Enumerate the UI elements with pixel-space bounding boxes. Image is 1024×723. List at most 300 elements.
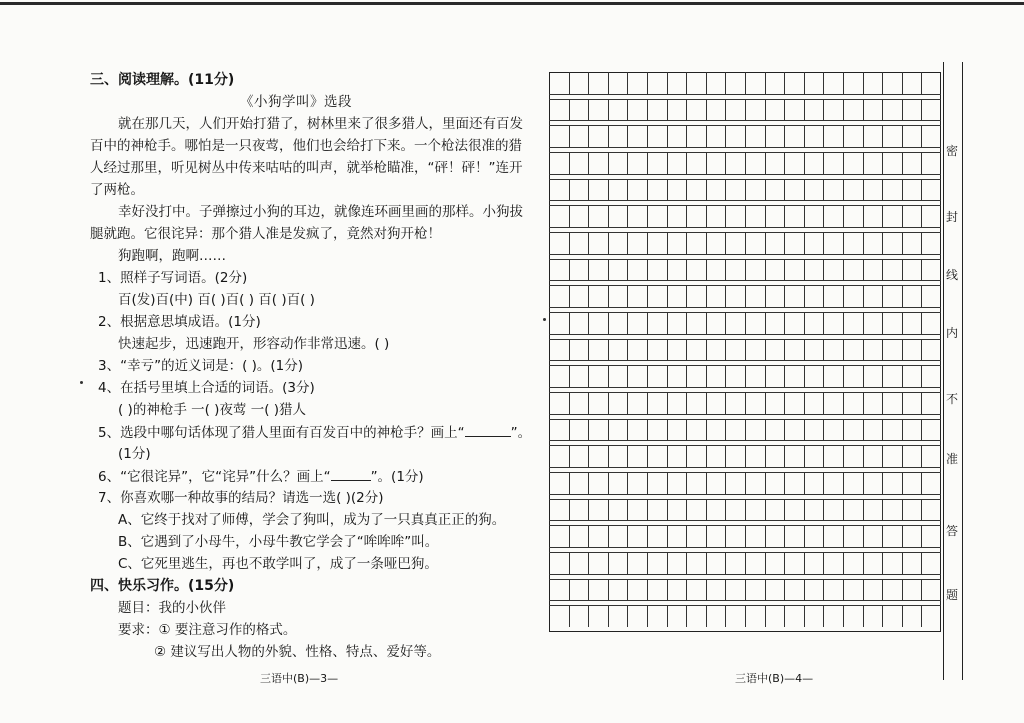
- grid-col-line: [804, 499, 805, 521]
- grid-col-line: [823, 392, 824, 414]
- grid-col-line: [588, 339, 589, 361]
- grid-col-line: [686, 72, 687, 94]
- grid-col-line: [745, 472, 746, 494]
- grid-col-line: [667, 152, 668, 174]
- grid-col-line: [843, 339, 844, 361]
- grid-col-line: [745, 365, 746, 387]
- grid-col-line: [863, 525, 864, 547]
- grid-col-line: [706, 72, 707, 94]
- grid-col-line: [823, 312, 824, 334]
- grid-col-line: [745, 605, 746, 627]
- grid-col-line: [784, 392, 785, 414]
- seal-char: 题: [946, 588, 959, 602]
- grid-col-line: [882, 499, 883, 521]
- scan-speck: [80, 381, 83, 384]
- seal-line-outer: [962, 62, 963, 680]
- grid-col-line: [784, 205, 785, 227]
- grid-col-line: [725, 72, 726, 94]
- grid-col-line: [706, 179, 707, 201]
- grid-col-line: [627, 285, 628, 307]
- grid-col-line: [804, 205, 805, 227]
- grid-col-line: [902, 285, 903, 307]
- grid-col-line: [765, 152, 766, 174]
- grid-col-line: [843, 152, 844, 174]
- grid-col-line: [843, 419, 844, 441]
- essay-topic: 题目：我的小伙伴: [118, 600, 226, 616]
- grid-col-line: [823, 232, 824, 254]
- grid-col-line: [706, 285, 707, 307]
- grid-col-line: [725, 312, 726, 334]
- grid-col-line: [784, 179, 785, 201]
- grid-col-line: [765, 179, 766, 201]
- grid-col-line: [804, 579, 805, 601]
- grid-col-line: [863, 579, 864, 601]
- grid-col-line: [902, 99, 903, 121]
- grid-col-line: [863, 445, 864, 467]
- grid-col-line: [823, 419, 824, 441]
- grid-col-line: [686, 472, 687, 494]
- grid-col-line: [627, 605, 628, 627]
- seal-char: 不: [946, 392, 959, 406]
- grid-col-line: [784, 232, 785, 254]
- grid-col-line: [627, 445, 628, 467]
- grid-col-line: [804, 472, 805, 494]
- grid-col-line: [745, 419, 746, 441]
- grid-col-line: [902, 312, 903, 334]
- grid-row-gap-line: [549, 387, 941, 388]
- essay-requirement-1: 要求：① 要注意习作的格式。: [118, 622, 297, 638]
- grid-col-line: [902, 232, 903, 254]
- grid-col-line: [882, 339, 883, 361]
- grid-col-line: [843, 552, 844, 574]
- grid-col-line: [784, 499, 785, 521]
- grid-col-line: [921, 579, 922, 601]
- grid-col-line: [823, 365, 824, 387]
- grid-col-line: [863, 419, 864, 441]
- grid-col-line: [706, 259, 707, 281]
- grid-col-line: [745, 99, 746, 121]
- grid-col-line: [765, 445, 766, 467]
- grid-row-gap-line: [549, 147, 941, 148]
- grid-col-line: [608, 72, 609, 94]
- grid-col-line: [843, 99, 844, 121]
- grid-col-line: [902, 179, 903, 201]
- grid-col-line: [588, 285, 589, 307]
- grid-row-gap-line: [549, 334, 941, 335]
- grid-col-line: [627, 499, 628, 521]
- grid-col-line: [725, 179, 726, 201]
- grid-col-line: [745, 152, 746, 174]
- grid-col-line: [725, 205, 726, 227]
- grid-col-line: [627, 579, 628, 601]
- grid-col-line: [843, 179, 844, 201]
- grid-col-line: [569, 125, 570, 147]
- grid-col-line: [882, 205, 883, 227]
- grid-col-line: [765, 499, 766, 521]
- grid-col-line: [667, 259, 668, 281]
- grid-col-line: [706, 152, 707, 174]
- grid-col-line: [608, 525, 609, 547]
- grid-col-line: [706, 579, 707, 601]
- section3-heading: 三、阅读理解。(11分): [90, 72, 235, 88]
- grid-col-line: [784, 472, 785, 494]
- grid-col-line: [843, 125, 844, 147]
- grid-col-line: [647, 472, 648, 494]
- grid-col-line: [725, 285, 726, 307]
- grid-col-line: [627, 205, 628, 227]
- grid-col-line: [784, 579, 785, 601]
- grid-col-line: [647, 205, 648, 227]
- grid-col-line: [686, 525, 687, 547]
- grid-col-line: [882, 285, 883, 307]
- grid-col-line: [608, 285, 609, 307]
- grid-col-line: [804, 525, 805, 547]
- grid-col-line: [627, 259, 628, 281]
- seal-char: 封: [946, 210, 959, 224]
- grid-col-line: [627, 72, 628, 94]
- grid-col-line: [686, 419, 687, 441]
- grid-col-line: [745, 259, 746, 281]
- grid-col-line: [843, 312, 844, 334]
- grid-row-gap-line: [549, 494, 941, 495]
- question-6: [98, 468, 424, 485]
- grid-col-line: [725, 419, 726, 441]
- grid-col-line: [686, 392, 687, 414]
- grid-col-line: [902, 365, 903, 387]
- grid-col-line: [647, 392, 648, 414]
- passage-line: 腿就跑。它很诧异：那个猎人准是发疯了，竟然对狗开枪！: [90, 226, 441, 242]
- question-5-end: ”。: [510, 425, 532, 441]
- grid-col-line: [823, 339, 824, 361]
- seal-char: 密: [946, 144, 959, 158]
- grid-row-gap-line: [549, 547, 941, 548]
- grid-col-line: [588, 232, 589, 254]
- grid-col-line: [667, 99, 668, 121]
- grid-col-line: [569, 72, 570, 94]
- grid-col-line: [823, 179, 824, 201]
- grid-col-line: [902, 152, 903, 174]
- grid-col-line: [882, 179, 883, 201]
- grid-row-gap-line: [549, 307, 941, 308]
- grid-col-line: [647, 579, 648, 601]
- question-7-option-a: A、它终于找对了师傅，学会了狗叫，成为了一只真真正正的狗。: [118, 512, 506, 528]
- grid-row-gap-line: [549, 174, 941, 175]
- question-5-blank: [465, 424, 511, 437]
- grid-col-line: [921, 525, 922, 547]
- question-3: 3、“幸亏”的近义词是：( )。(1分): [98, 358, 304, 374]
- grid-col-line: [823, 259, 824, 281]
- grid-col-line: [706, 99, 707, 121]
- grid-col-line: [627, 419, 628, 441]
- grid-col-line: [863, 72, 864, 94]
- grid-col-line: [784, 259, 785, 281]
- grid-col-line: [608, 579, 609, 601]
- grid-col-line: [647, 232, 648, 254]
- grid-col-line: [902, 419, 903, 441]
- grid-col-line: [902, 339, 903, 361]
- grid-col-line: [745, 125, 746, 147]
- grid-col-line: [608, 99, 609, 121]
- seal-line: [943, 62, 944, 680]
- grid-col-line: [725, 392, 726, 414]
- grid-col-line: [588, 72, 589, 94]
- grid-col-line: [745, 72, 746, 94]
- top-border-line: [0, 2, 1024, 5]
- grid-col-line: [725, 99, 726, 121]
- grid-col-line: [765, 419, 766, 441]
- grid-col-line: [627, 125, 628, 147]
- grid-col-line: [627, 552, 628, 574]
- grid-col-line: [882, 552, 883, 574]
- grid-col-line: [686, 179, 687, 201]
- grid-col-line: [725, 152, 726, 174]
- grid-col-line: [667, 205, 668, 227]
- passage-line: 就在那几天，人们开始打猎了，树林里来了很多猎人，里面还有百发: [118, 116, 523, 132]
- grid-col-line: [569, 259, 570, 281]
- grid-col-line: [706, 339, 707, 361]
- grid-col-line: [588, 365, 589, 387]
- grid-col-line: [588, 605, 589, 627]
- grid-col-line: [804, 552, 805, 574]
- grid-col-line: [784, 312, 785, 334]
- grid-col-line: [706, 125, 707, 147]
- passage-line: 百中的神枪手。哪怕是一只夜莺，他们也会给打下来。一个枪法很准的猎: [90, 138, 522, 154]
- grid-col-line: [882, 259, 883, 281]
- grid-col-line: [686, 552, 687, 574]
- grid-col-line: [804, 605, 805, 627]
- grid-col-line: [902, 72, 903, 94]
- grid-col-line: [647, 605, 648, 627]
- grid-col-line: [667, 339, 668, 361]
- grid-col-line: [745, 445, 746, 467]
- grid-col-line: [921, 312, 922, 334]
- grid-col-line: [882, 605, 883, 627]
- grid-row-gap-line: [549, 94, 941, 95]
- grid-col-line: [784, 445, 785, 467]
- grid-col-line: [588, 552, 589, 574]
- grid-col-line: [686, 152, 687, 174]
- grid-col-line: [843, 259, 844, 281]
- grid-col-line: [686, 605, 687, 627]
- grid-col-line: [863, 179, 864, 201]
- grid-col-line: [569, 525, 570, 547]
- grid-col-line: [902, 605, 903, 627]
- grid-col-line: [588, 125, 589, 147]
- grid-col-line: [706, 525, 707, 547]
- grid-col-line: [647, 285, 648, 307]
- grid-col-line: [784, 552, 785, 574]
- grid-col-line: [686, 579, 687, 601]
- grid-col-line: [647, 72, 648, 94]
- grid-col-line: [863, 125, 864, 147]
- grid-col-line: [921, 232, 922, 254]
- grid-col-line: [765, 259, 766, 281]
- grid-col-line: [667, 499, 668, 521]
- grid-col-line: [608, 125, 609, 147]
- grid-col-line: [902, 499, 903, 521]
- seal-char: 内: [946, 326, 959, 340]
- grid-col-line: [569, 472, 570, 494]
- grid-col-line: [843, 445, 844, 467]
- grid-col-line: [902, 125, 903, 147]
- grid-col-line: [706, 365, 707, 387]
- grid-col-line: [765, 72, 766, 94]
- grid-col-line: [725, 525, 726, 547]
- grid-col-line: [882, 99, 883, 121]
- grid-col-line: [608, 259, 609, 281]
- grid-col-line: [667, 445, 668, 467]
- grid-col-line: [921, 339, 922, 361]
- grid-col-line: [608, 152, 609, 174]
- grid-col-line: [706, 392, 707, 414]
- grid-col-line: [569, 605, 570, 627]
- grid-col-line: [725, 339, 726, 361]
- grid-col-line: [921, 259, 922, 281]
- grid-col-line: [804, 285, 805, 307]
- grid-col-line: [686, 339, 687, 361]
- grid-col-line: [667, 179, 668, 201]
- page-number-left: 三语中(B)—3—: [260, 672, 339, 685]
- question-6-end: ”。(1分): [370, 469, 424, 485]
- grid-col-line: [765, 99, 766, 121]
- grid-col-line: [569, 205, 570, 227]
- grid-col-line: [921, 419, 922, 441]
- grid-col-line: [627, 152, 628, 174]
- grid-col-line: [686, 445, 687, 467]
- grid-col-line: [823, 605, 824, 627]
- grid-col-line: [843, 525, 844, 547]
- grid-col-line: [725, 499, 726, 521]
- grid-col-line: [745, 552, 746, 574]
- question-5-score: (1分): [118, 446, 151, 462]
- grid-col-line: [902, 579, 903, 601]
- grid-col-line: [647, 125, 648, 147]
- question-1: 1、照样子写词语。(2分): [98, 270, 248, 286]
- grid-col-line: [863, 392, 864, 414]
- question-7-option-c: C、它死里逃生，再也不敢学叫了，成了一条哑巴狗。: [118, 556, 438, 572]
- grid-col-line: [608, 339, 609, 361]
- grid-col-line: [804, 259, 805, 281]
- grid-col-line: [882, 472, 883, 494]
- grid-col-line: [823, 152, 824, 174]
- grid-col-line: [882, 232, 883, 254]
- grid-col-line: [882, 579, 883, 601]
- grid-col-line: [823, 205, 824, 227]
- grid-col-line: [569, 99, 570, 121]
- question-4-answer-line: ( )的神枪手 一( )夜莺 一( )猎人: [118, 402, 307, 418]
- grid-col-line: [902, 525, 903, 547]
- grid-col-line: [921, 472, 922, 494]
- grid-col-line: [863, 259, 864, 281]
- grid-col-line: [765, 605, 766, 627]
- grid-col-line: [706, 312, 707, 334]
- grid-col-line: [921, 205, 922, 227]
- grid-col-line: [882, 72, 883, 94]
- grid-col-line: [608, 552, 609, 574]
- grid-col-line: [569, 419, 570, 441]
- grid-col-line: [686, 99, 687, 121]
- grid-col-line: [608, 472, 609, 494]
- grid-col-line: [902, 205, 903, 227]
- passage-title: 《小狗学叫》选段: [240, 94, 352, 110]
- grid-col-line: [569, 365, 570, 387]
- grid-col-line: [608, 445, 609, 467]
- grid-col-line: [627, 365, 628, 387]
- grid-col-line: [823, 525, 824, 547]
- grid-col-line: [843, 392, 844, 414]
- seal-char: 线: [946, 268, 959, 282]
- grid-col-line: [745, 232, 746, 254]
- grid-col-line: [745, 499, 746, 521]
- grid-col-line: [686, 312, 687, 334]
- grid-col-line: [686, 365, 687, 387]
- grid-col-line: [765, 472, 766, 494]
- grid-col-line: [588, 472, 589, 494]
- question-6-blank: [331, 468, 371, 481]
- grid-col-line: [706, 552, 707, 574]
- grid-col-line: [843, 472, 844, 494]
- passage-line: 狗跑啊，跑啊……: [118, 248, 226, 264]
- question-2-answer-line: 快速起步，迅速跑开，形容动作非常迅速。( ): [118, 336, 390, 352]
- grid-col-line: [706, 605, 707, 627]
- grid-col-line: [647, 99, 648, 121]
- grid-col-line: [843, 205, 844, 227]
- grid-col-line: [706, 205, 707, 227]
- grid-col-line: [921, 152, 922, 174]
- grid-col-line: [863, 339, 864, 361]
- grid-col-line: [804, 312, 805, 334]
- question-6-text: 6、“它很诧异”，它“诧异”什么？画上“: [98, 469, 331, 485]
- page-number-right: 三语中(B)—4—: [735, 672, 814, 685]
- grid-col-line: [608, 605, 609, 627]
- grid-col-line: [784, 365, 785, 387]
- grid-col-line: [921, 445, 922, 467]
- grid-col-line: [882, 525, 883, 547]
- grid-col-line: [686, 232, 687, 254]
- grid-col-line: [667, 72, 668, 94]
- grid-col-line: [902, 392, 903, 414]
- grid-col-line: [804, 419, 805, 441]
- grid-col-line: [745, 205, 746, 227]
- passage-line: 幸好没打中。子弹擦过小狗的耳边，就像连环画里画的那样。小狗拔: [118, 204, 523, 220]
- grid-col-line: [902, 259, 903, 281]
- grid-col-line: [667, 392, 668, 414]
- grid-row-gap-line: [549, 467, 941, 468]
- grid-col-line: [725, 365, 726, 387]
- grid-col-line: [725, 259, 726, 281]
- grid-col-line: [745, 339, 746, 361]
- grid-col-line: [823, 445, 824, 467]
- grid-col-line: [588, 445, 589, 467]
- grid-col-line: [784, 152, 785, 174]
- grid-col-line: [843, 605, 844, 627]
- grid-col-line: [823, 552, 824, 574]
- grid-col-line: [882, 312, 883, 334]
- composition-grid: [549, 72, 941, 632]
- grid-col-line: [647, 499, 648, 521]
- grid-col-line: [921, 72, 922, 94]
- passage-line: 了两枪。: [90, 182, 144, 198]
- grid-col-line: [804, 445, 805, 467]
- grid-col-line: [902, 472, 903, 494]
- grid-col-line: [647, 445, 648, 467]
- grid-col-line: [921, 392, 922, 414]
- grid-col-line: [686, 205, 687, 227]
- question-5: [98, 424, 531, 441]
- grid-col-line: [588, 525, 589, 547]
- grid-col-line: [588, 392, 589, 414]
- grid-col-line: [745, 392, 746, 414]
